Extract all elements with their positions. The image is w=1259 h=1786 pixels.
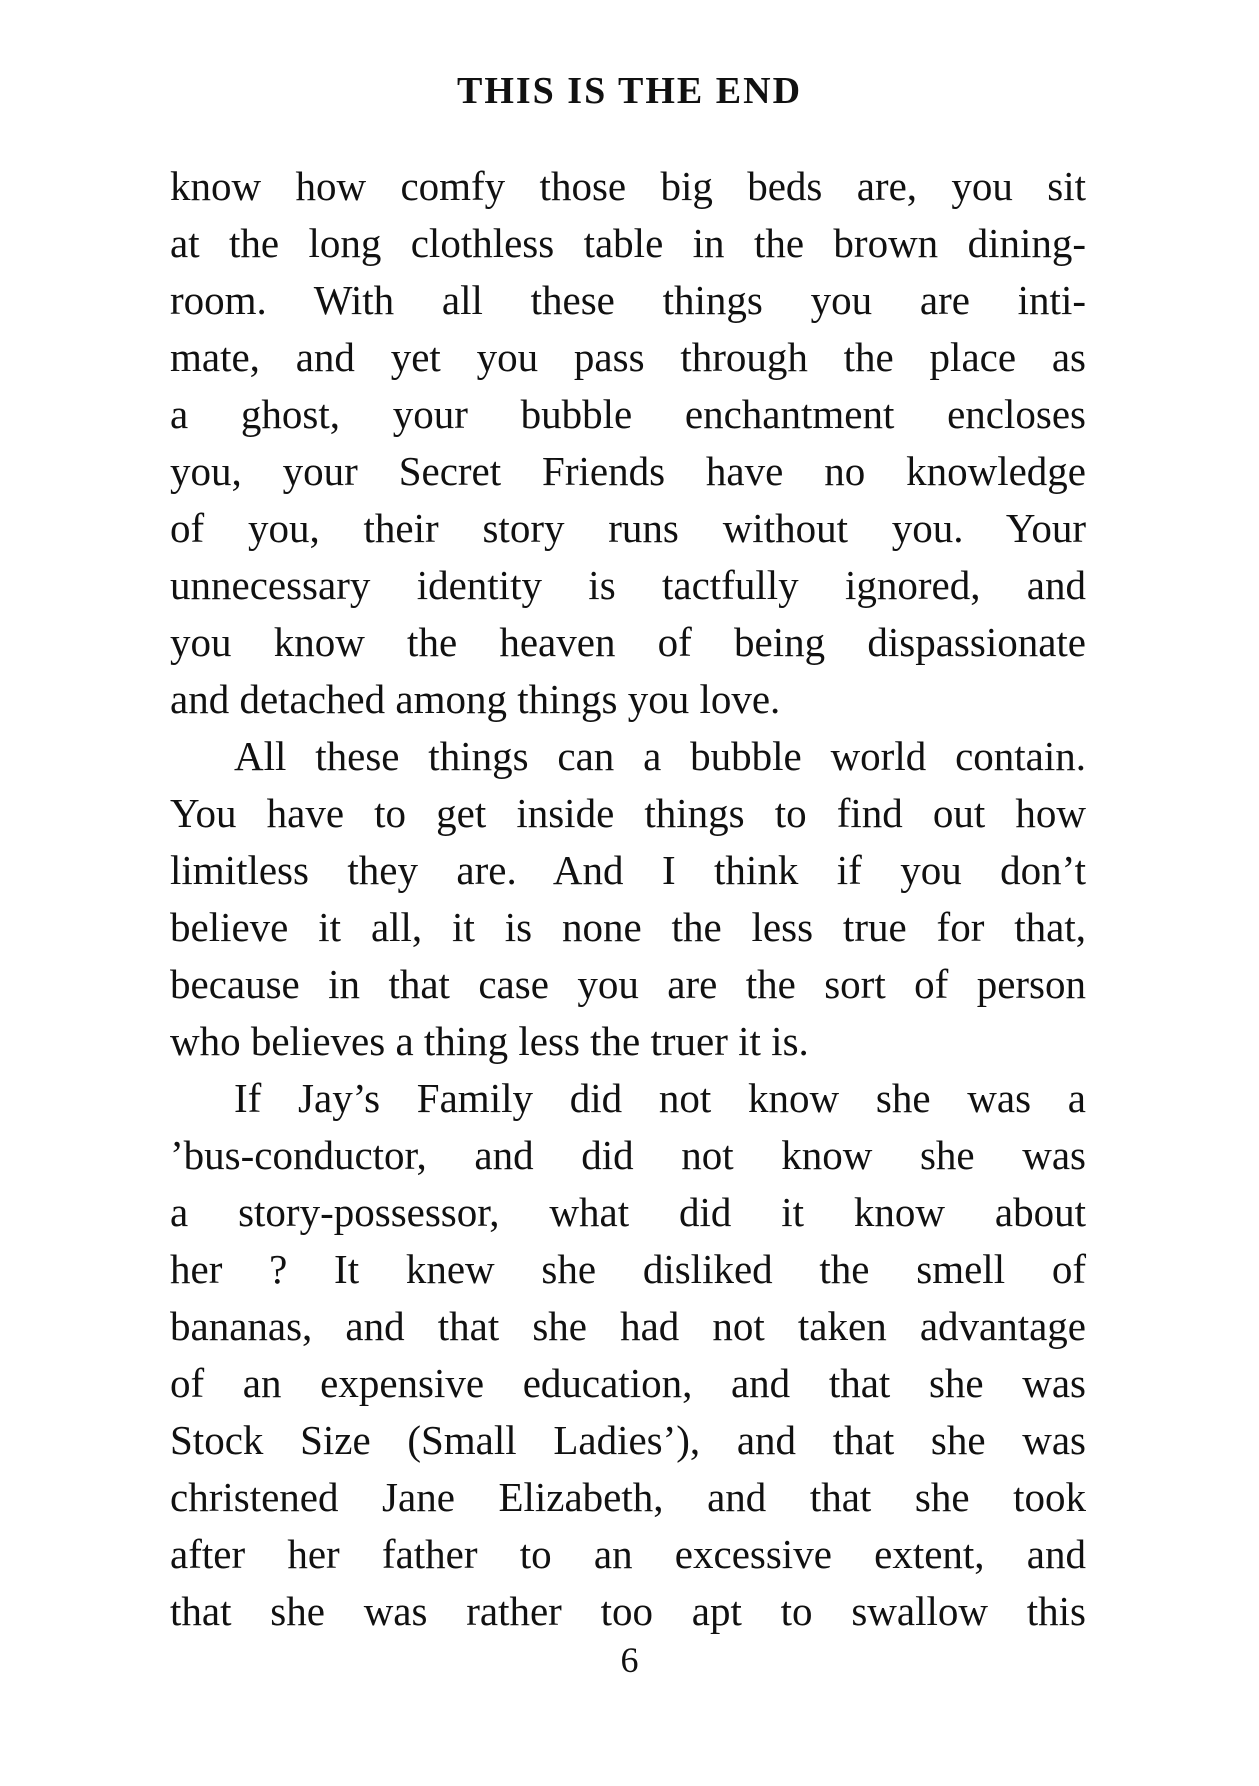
text-line: You have to get inside things to find out how (170, 790, 1086, 836)
text-line: a story-possessor, what did it know about (170, 1189, 1086, 1235)
text-line: at the long clothless table in the brown dining- (170, 220, 1086, 266)
text-line: christened Jane Elizabeth, and that she took (170, 1474, 1086, 1520)
text-line: All these things can a bubble world contain. (234, 733, 1086, 779)
text-line: her ? It knew she disliked the smell of (170, 1246, 1086, 1292)
text-line: of you, their story runs without you. Your (170, 505, 1086, 551)
text-line: Stock Size (Small Ladies’), and that she was (170, 1417, 1086, 1463)
text-line: you, your Secret Friends have no knowledge (170, 448, 1086, 494)
body-text (170, 158, 1086, 1640)
text-line: know how comfy those big beds are, you sit (170, 163, 1086, 209)
text-line: a ghost, your bubble enchantment encloses (170, 391, 1086, 437)
text-line: after her father to an excessive extent, and (170, 1531, 1086, 1577)
page-number: 6 (620, 1640, 639, 1680)
text-line: because in that case you are the sort of person (170, 961, 1086, 1007)
text-line: of an expensive education, and that she was (170, 1360, 1086, 1406)
text-line: mate, and yet you pass through the place as (170, 334, 1086, 380)
text-line: you know the heaven of being dispassionate (170, 619, 1086, 665)
text-line: unnecessary identity is tactfully ignored, and (170, 562, 1086, 608)
text-line: who believes a thing less the truer it is. (170, 1018, 809, 1064)
text-line: If Jay’s Family did not know she was a (234, 1075, 1086, 1121)
text-line: ’bus-conductor, and did not know she was (170, 1132, 1086, 1178)
text-line: room. With all these things you are inti- (170, 277, 1086, 323)
running-head: THIS IS THE END (456, 70, 803, 112)
text-line: and detached among things you love. (170, 676, 781, 722)
text-line: limitless they are. And I think if you don’t (170, 847, 1086, 893)
text-line: believe it all, it is none the less true for that, (170, 904, 1086, 950)
text-line: that she was rather too apt to swallow this (170, 1588, 1086, 1634)
text-line: bananas, and that she had not taken advantage (170, 1303, 1086, 1349)
